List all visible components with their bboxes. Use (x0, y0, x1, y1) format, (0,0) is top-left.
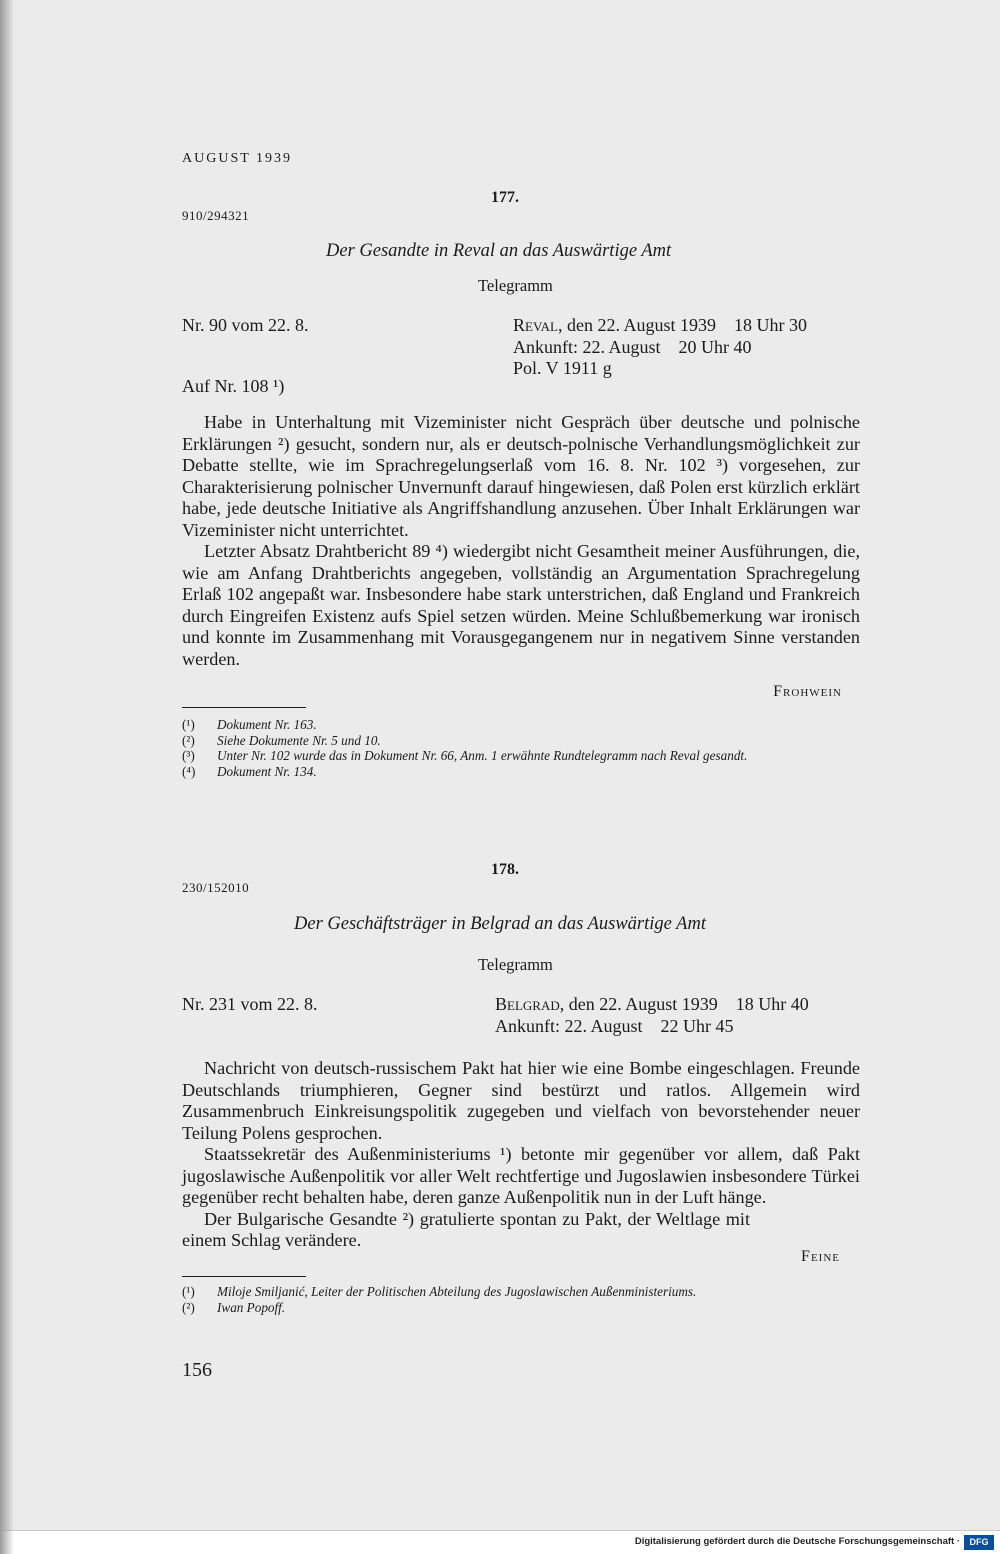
date-line-177: , den 22. August 1939 18 Uhr 30 (558, 315, 807, 335)
body-178 (182, 1058, 860, 1252)
footer-bar (0, 1530, 1000, 1554)
funding-notice: Digitalisierung gefördert durch die Deutsche Forschungsgemeinschaft · (634, 1536, 960, 1547)
signature-177: Frohwein (773, 683, 842, 700)
reply-to-177: Auf Nr. 108 ¹) (182, 376, 285, 396)
footnote-rule-177 (182, 707, 306, 708)
footnote: (³) Unter Nr. 102 wurde das in Dokument Nr. 66, Anm. 1 erwähnte Rundtelegramm nach Reval gesandt. (182, 748, 748, 763)
telegram-label-177: Telegramm (478, 276, 553, 295)
place-177: Reval (513, 315, 558, 335)
sender-178: Der Geschäftsträger in Belgrad an das Auswärtige Amt (294, 914, 706, 934)
dfg-logo: DFG (964, 1535, 994, 1550)
footnote-rule-178 (182, 1276, 306, 1277)
dispatch-info-178 (495, 994, 809, 1037)
arrival-178: Ankunft: 22. August 22 Uhr 45 (495, 1015, 734, 1036)
footnotes-177 (182, 717, 862, 779)
arrival-177: Ankunft: 22. August 20 Uhr 40 (513, 336, 752, 357)
sender-177: Der Gesandte in Reval an das Auswärtige Amt (326, 241, 672, 261)
dispatch-info-177 (513, 315, 807, 380)
signature-178: Feine (801, 1248, 840, 1265)
page-number: 156 (182, 1359, 212, 1381)
place-178: Belgrad (495, 994, 560, 1014)
body-177 (182, 412, 860, 670)
paragraph: Staatssekretär des Außenministeriums ¹) betonte mir gegenüber vor allem, daß Pakt jugoslawische Außenpolitik vor aller Welt rechtfertige und Jugoslawien insbesondere Türkei gegenüber recht behalten habe, deren ganze Außenpolitik nun in der Luft hänge. (182, 1144, 860, 1207)
archive-number-178: 230/152010 (182, 880, 250, 895)
reference-178: Nr. 231 vom 22. 8. (182, 994, 318, 1014)
paragraph: Der Bulgarische Gesandte ²) gratulierte spontan zu Pakt, der Weltlage mit einem Schlag verändere. (182, 1208, 750, 1250)
paragraph: Letzter Absatz Drahtbericht 89 ⁴) wiedergibt nicht Gesamtheit meiner Ausführungen, die, wie am Anfang Drahtberichts angegeben, vollständig an Argumentation Sprachregelung Erlaß 102 angepaßt war. Insbesondere habe stark unterstrichen, daß England und Frankreich durch Eingreifen Existenz aufs Spiel setzen würden. Meine Schlußbemerkung war ironisch und konnte im Zusammenhang mit Vorausgegangenem nur in negativem Sinne verstanden werden. (182, 541, 860, 669)
footnote: (⁴) Dokument Nr. 134. (182, 763, 317, 779)
reference-177: Nr. 90 vom 22. 8. (182, 315, 309, 335)
paragraph: Habe in Unterhaltung mit Vizeminister nicht Gespräch über deutsche und polnische Erklärungen ²) gesucht, sondern nur, als er deutsch-polnische Verhandlungsmöglichkeit zur Debatte stellte, wie im Sprachregelungserlaß vom 16. 8. Nr. 102 ³) vorgesehen, zur Charakterisierung polnischer Unvernunft darauf hingewiesen, daß Polen erst kürzlich erklärt habe, jede deutsche Initiative als Angriffshandlung anzusehen. Über Inhalt Erklärungen war Vizeminister nicht unterrichtet. (182, 412, 860, 540)
footnote: (²) Iwan Popoff. (182, 1299, 286, 1315)
paragraph: Nachricht von deutsch-russischem Pakt hat hier wie eine Bombe eingeschlagen. Freunde Deutschlands triumphieren, Gegner sind bestürzt und ratlos. Allgemein wird Zusammenbruch Einkreisungspolitik zugegeben und vielfach von bevorstehender neuer Teilung Polens gesprochen. (182, 1058, 860, 1143)
archive-number-177: 910/294321 (182, 208, 250, 223)
document-number-178: 178. (491, 861, 519, 878)
footnote: (²) Siehe Dokumente Nr. 5 und 10. (182, 732, 381, 748)
running-head: AUGUST 1939 (182, 151, 293, 166)
document-number-177: 177. (491, 189, 519, 206)
telegram-label-178: Telegramm (478, 955, 553, 974)
footnote: (¹) Dokument Nr. 163. (182, 717, 317, 732)
filing-177: Pol. V 1911 g (513, 358, 612, 378)
footnote: (¹) Miloje Smiljanić, Leiter der Politischen Abteilung des Jugoslawischen Außenministeriums. (182, 1284, 697, 1299)
date-line-178: , den 22. August 1939 18 Uhr 40 (559, 994, 809, 1014)
footnotes-178 (182, 1284, 862, 1315)
